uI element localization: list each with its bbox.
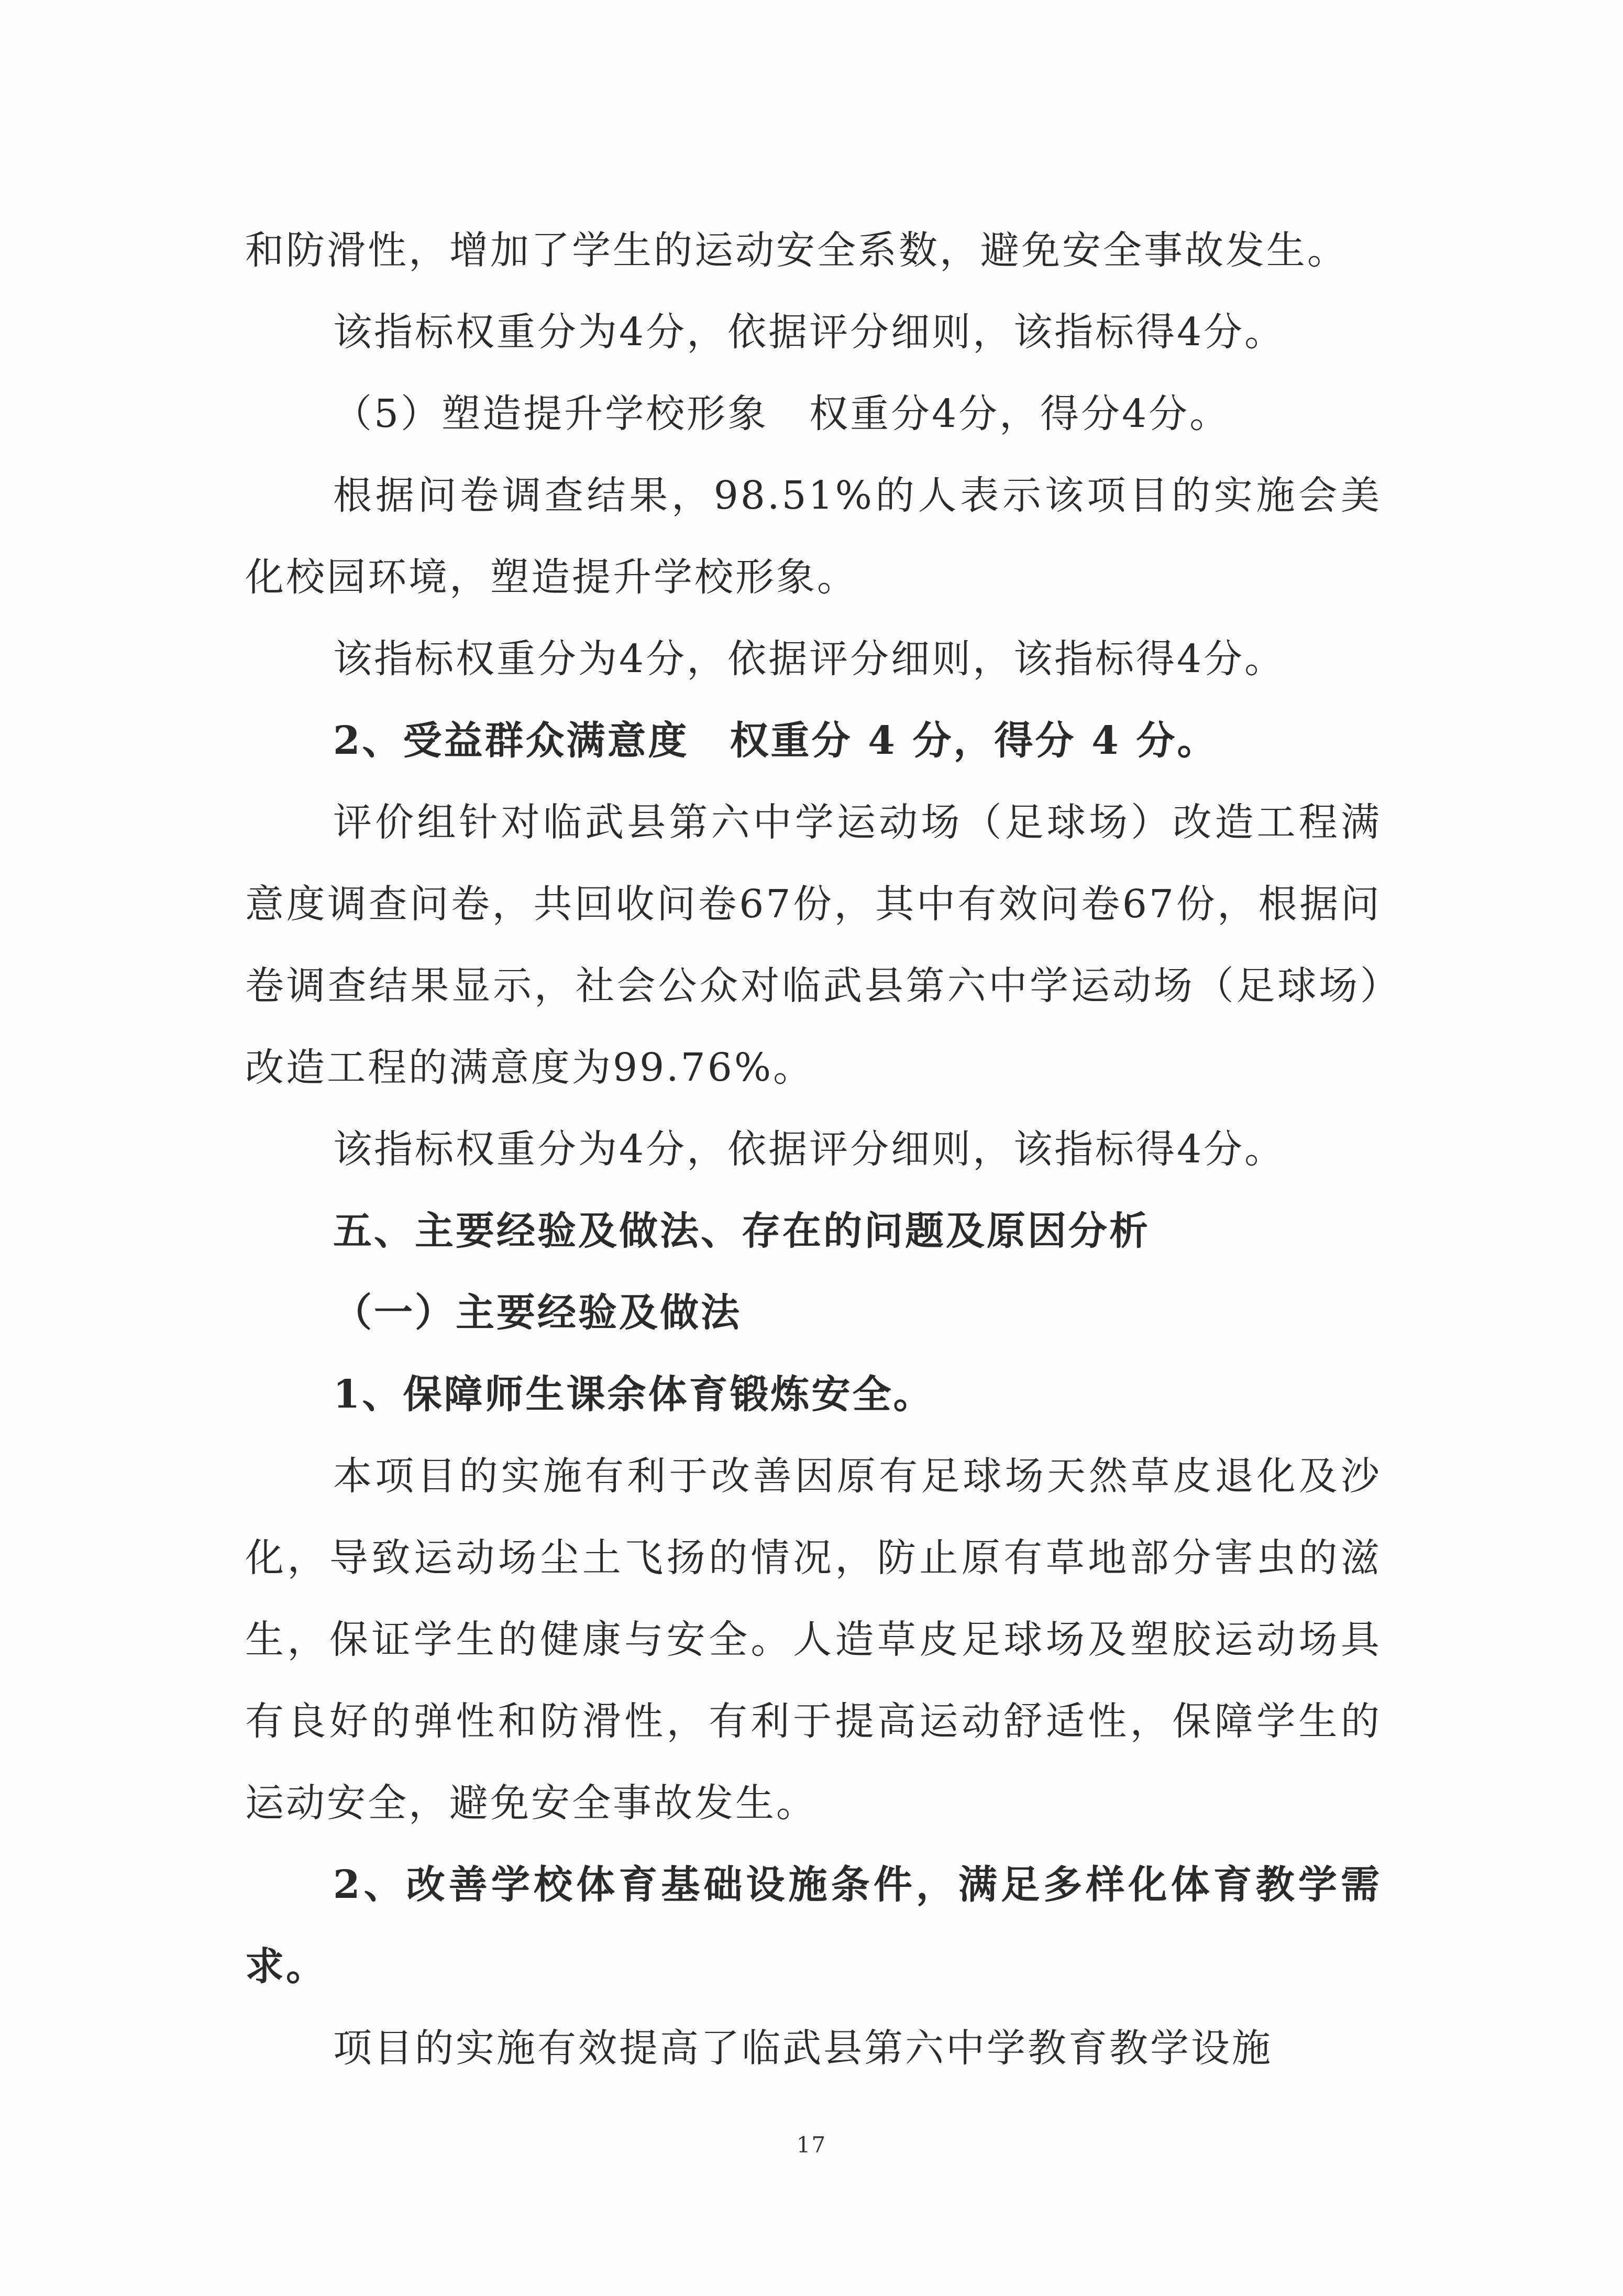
- section-heading: （一）主要经验及做法: [333, 1290, 742, 1335]
- subsection-heading: 2、改善学校体育基础设施条件，满足多样化体育教学需求。: [245, 1862, 1382, 1989]
- paragraph: 根据问卷调查结果，98.51%的人表示该项目的实施会美化校园环境，塑造提升学校形象。: [245, 473, 1382, 600]
- paragraph: 该指标权重分为4分，依据评分细则，该指标得4分。: [333, 310, 1286, 355]
- paragraph: 和防滑性，增加了学生的运动安全系数，避免安全事故发生。: [245, 228, 1348, 273]
- paragraph: 该指标权重分为4分，依据评分细则，该指标得4分。: [333, 636, 1286, 682]
- subsection-heading: 1、保障师生课余体育锻炼安全。: [333, 1372, 934, 1417]
- section-heading: 2、受益群众满意度 权重分 4 分，得分 4 分。: [333, 718, 1218, 763]
- subsection-heading: （5）塑造提升学校形象 权重分4分，得分4分。: [333, 391, 1231, 436]
- body-text: [245, 210, 1382, 2089]
- page-number: 17: [796, 2132, 827, 2158]
- paragraph: 评价组针对临武县第六中学运动场（足球场）改造工程满意度调查问卷，共回收问卷67份，其中有效问卷67份，根据问卷调查结果显示，社会公众对临武县第六中学运动场（足球场）改造工程的满意度为99.76%。: [245, 800, 1382, 1090]
- paragraph: 本项目的实施有利于改善因原有足球场天然草皮退化及沙化，导致运动场尘土飞扬的情况，防止原有草地部分害虫的滋生，保证学生的健康与安全。人造草皮足球场及塑胶运动场具有良好的弹性和防滑性，有利于提高运动舒适性，保障学生的运动安全，避免安全事故发生。: [245, 1454, 1382, 1826]
- paragraph: 项目的实施有效提高了临武县第六中学教育教学设施: [333, 2026, 1273, 2071]
- paragraph: 该指标权重分为4分，依据评分细则，该指标得4分。: [333, 1127, 1286, 1172]
- chapter-heading: 五、主要经验及做法、存在的问题及原因分析: [333, 1209, 1150, 1254]
